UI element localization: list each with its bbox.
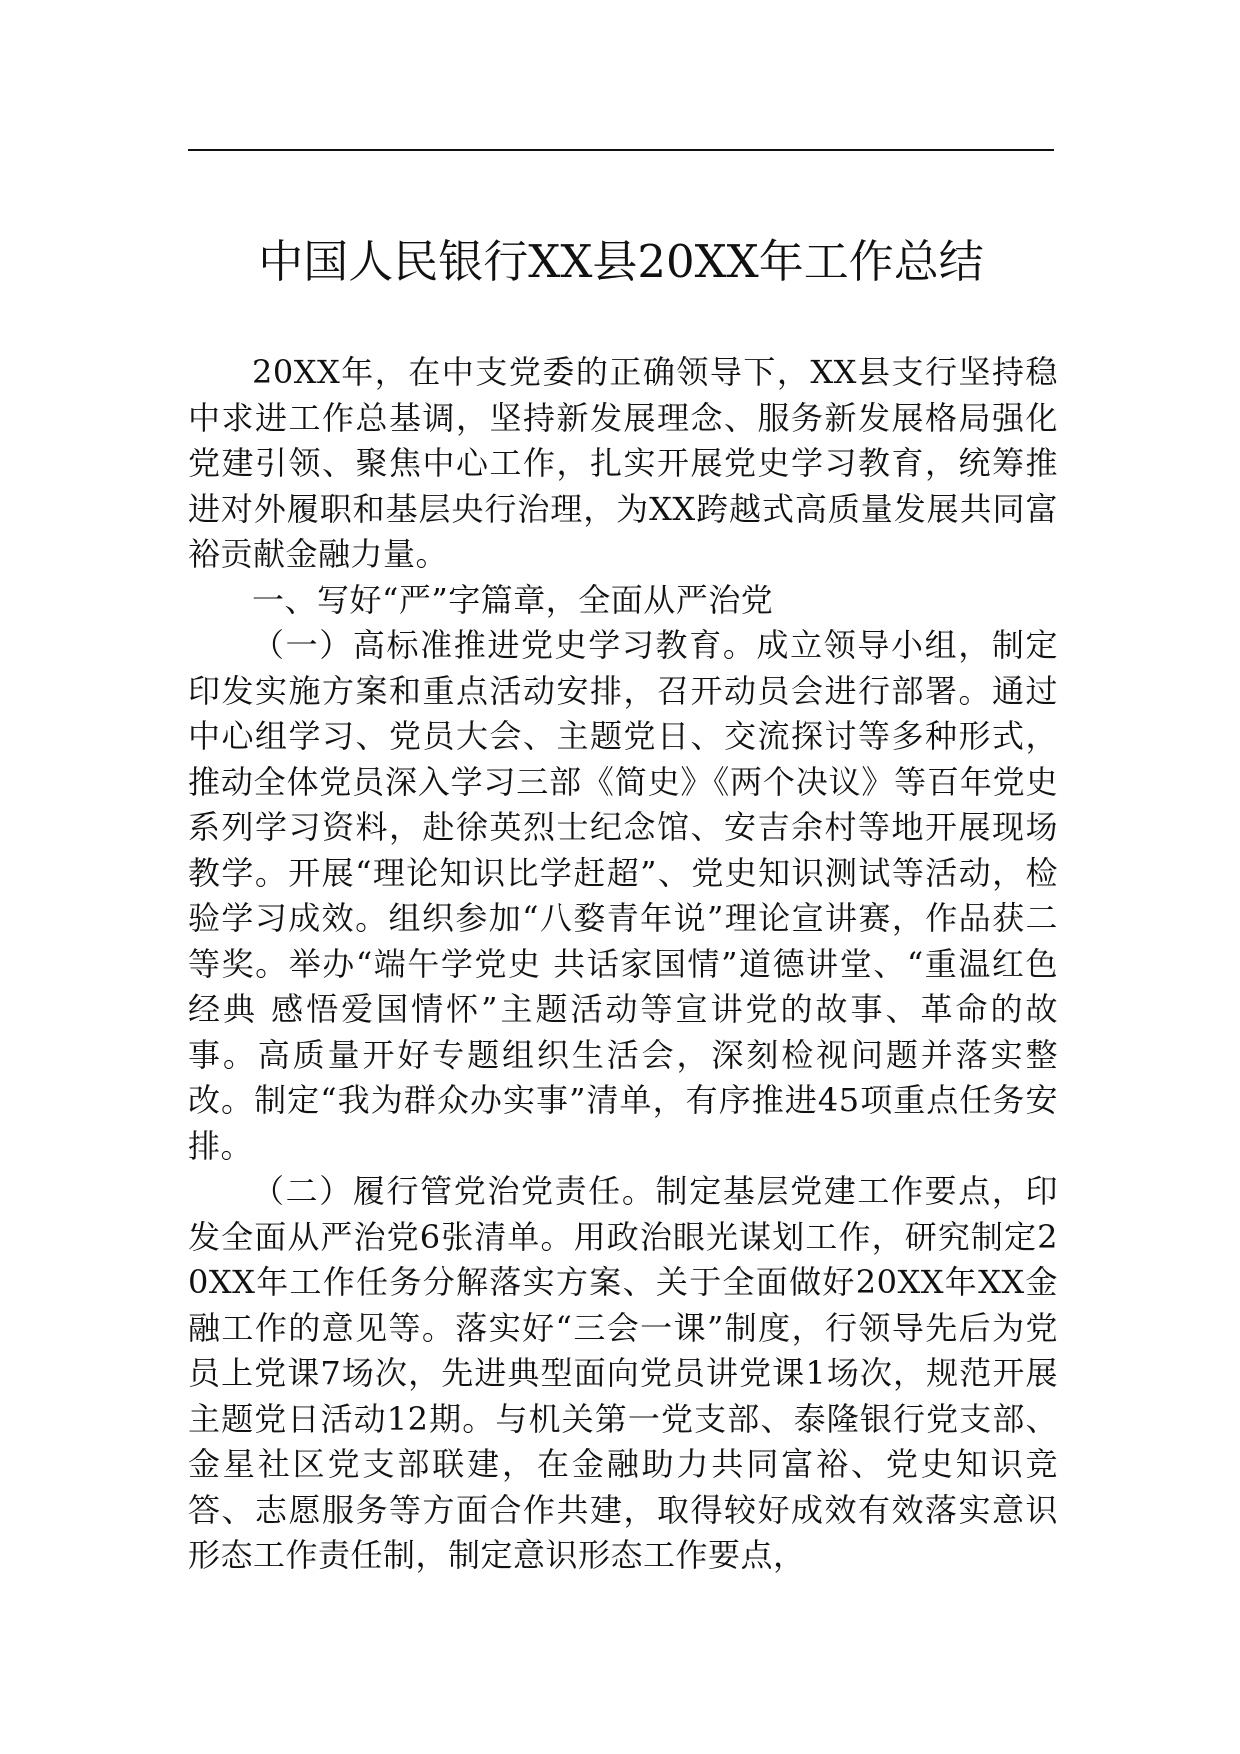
header-rule bbox=[188, 149, 1054, 151]
intro-paragraph: 20XX年，在中支党委的正确领导下，XX县支行坚持稳中求进工作总基调，坚持新发展理念、服务新发展格局强化党建引领、聚焦中心工作，扎实开展党史学习教育，统筹推进对外履职和基层央行治理，为XX跨越式高质量发展共同富裕贡献金融力量。 bbox=[188, 353, 1058, 573]
section-heading-1: 一、写好“严”字篇章，全面从严治党 bbox=[252, 580, 774, 619]
document-title: 中国人民银行XX县20XX年工作总结 bbox=[258, 235, 984, 288]
subsection-2-paragraph: （二）履行管党治党责任。制定基层党建工作要点，印发全面从严治党6张清单。用政治眼光谋划工作，研究制定20XX年工作任务分解落实方案、关于全面做好20XX年XX金融工作的意见等。落实好“三会一课”制度，行领导先后为党员上党课7场次，先进典型面向党员讲党课1场次，规范开展主题党日活动12期。与机关第一党支部、泰隆银行党支部、金星社区党支部联建，在金融助力共同富裕、党史知识竞答、志愿服务等方面合作共建，取得较好成效有效落实意识形态工作责任制，制定意识形态工作要点， bbox=[188, 1172, 1058, 1574]
document-body bbox=[188, 350, 1058, 1579]
subsection-1-paragraph: （一）高标准推进党史学习教育。成立领导小组，制定印发实施方案和重点活动安排，召开动员会进行部署。通过中心组学习、党员大会、主题党日、交流探讨等多种形式，推动全体党员深入学习三部《简史》《两个决议》等百年党史系列学习资料，赴徐英烈士纪念馆、安吉余村等地开展现场教学。开展“理论知识比学赶超”、党史知识测试等活动，检验学习成效。组织参加“八婺青年说”理论宣讲赛，作品获二等奖。举办“端午学党史 共话家国情”道德讲堂、“重温红色经典 感悟爱国情怀”主题活动等宣讲党的故事、革命的故事。高质量开好专题组织生活会，深刻检视问题并落实整改。制定“我为群众办实事”清单，有序推进45项重点任务安排。 bbox=[188, 626, 1058, 1165]
